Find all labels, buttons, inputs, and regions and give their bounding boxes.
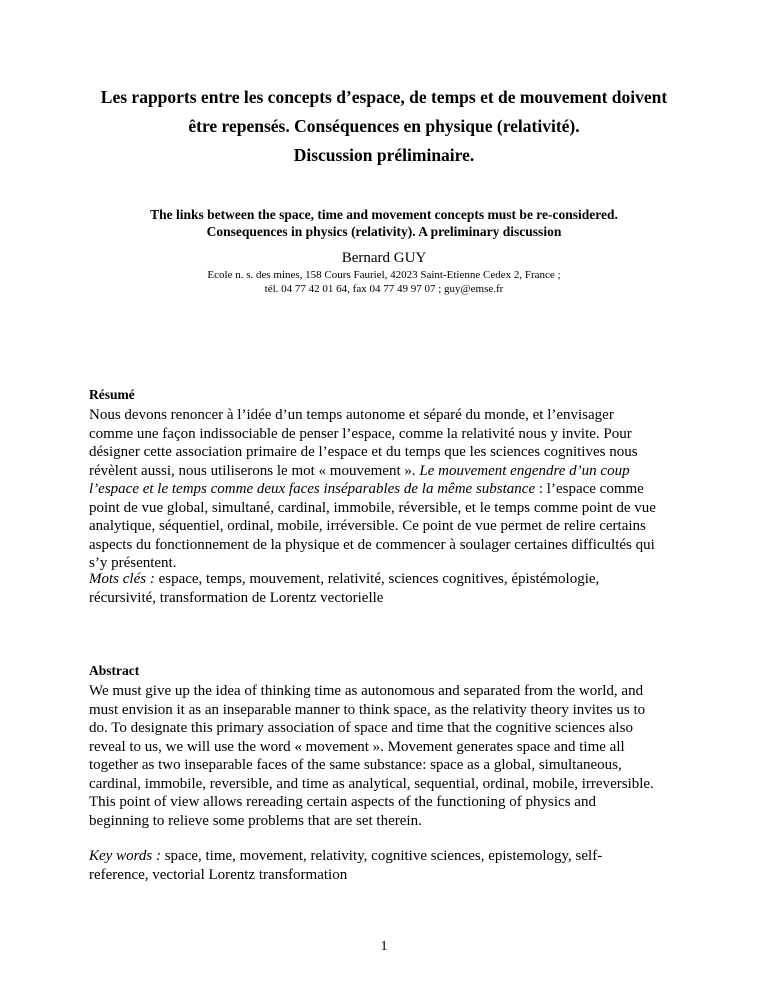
paragraph-text: space, time, movement, relativity, cognitive sciences, epistemology, self- (160, 848, 603, 864)
paragraph-italic-text: l’espace et le temps comme deux faces inséparables de la même substance (89, 481, 536, 497)
resume-heading: Résumé (89, 387, 135, 402)
french-title-line: être repensés. Conséquences en physique (relativité). (188, 116, 580, 136)
paragraph-line: point de vue global, simultané, cardinal, immobile, réversible, et le temps comme point de vue (89, 499, 656, 516)
paragraph-line: reveal to us, we will use the word « movement ». Movement generates space and time all (89, 738, 625, 755)
paragraph-line: must envision it as an inseparable manner to think space, as the relativity theory invites us to (89, 701, 646, 718)
paragraph-line: reference, vectorial Lorentz transformation (89, 866, 348, 883)
paragraph-line: cardinal, immobile, reversible, and time as analytical, sequential, ordinal, mobile, irreversible. (89, 775, 654, 792)
paragraph-line: récursivité, transformation de Lorentz vectorielle (89, 589, 384, 606)
page-number: 1 (380, 939, 388, 954)
paragraph-text: révèlent aussi, nous utiliserons le mot « mouvement ». (89, 462, 420, 479)
affiliation-line: tél. 04 77 42 01 64, fax 04 77 49 97 07 ; guy@emse.fr (264, 283, 504, 295)
key-words-label: Key words : (89, 848, 161, 864)
paragraph-text: espace, temps, mouvement, relativité, sciences cognitives, épistémologie, (154, 571, 600, 587)
paragraph-line: do. To designate this primary association of space and time that the cognitive sciences also (89, 720, 633, 736)
french-title-line: Discussion préliminaire. (293, 145, 475, 165)
paragraph-line: together as two inseparable faces of the same substance: space as a global, simultaneous, (89, 757, 622, 773)
paragraph-text: : l’espace comme (535, 481, 644, 497)
paragraph-line: s’y présentent. (89, 555, 177, 571)
abstract-paragraph (89, 682, 689, 830)
paragraph-line: analytique, séquentiel, ordinal, mobile, irréversible. Ce point de vue permet de relire certains (89, 518, 646, 534)
french-title (70, 83, 698, 170)
affiliation-line: Ecole n. s. des mines, 158 Cours Fauriel, 42023 Saint-Etienne Cedex 2, France ; (207, 269, 561, 281)
paragraph-line: Nous devons renoncer à l’idée d’un temps autonome et séparé du monde, et l’envisager (89, 407, 614, 423)
author-name: Bernard GUY (341, 250, 427, 266)
paragraph-line (89, 462, 689, 481)
paragraph-line (89, 847, 689, 866)
paragraph-line: comme une façon indissociable de penser l’espace, comme la relativité nous y invite. Pour (89, 425, 632, 442)
author-affiliation (70, 268, 698, 296)
mots-cles-label: Mots clés : (89, 571, 155, 587)
english-title-line: Consequences in physics (relativity). A preliminary discussion (206, 224, 562, 239)
paragraph-line: aspects du fonctionnement de la physique et de commencer à soulager certaines difficultés qui (89, 536, 655, 553)
paragraph-italic-text: Le mouvement engendre d’un coup (419, 462, 630, 479)
english-title (70, 206, 698, 240)
paragraph-line: désigner cette association primaire de l’espace et du temps que les sciences cognitives nous (89, 444, 638, 460)
paragraph-line (89, 570, 689, 589)
paragraph-line: beginning to relieve some problems that are set therein. (89, 812, 422, 829)
key-words-paragraph (89, 847, 689, 884)
abstract-heading: Abstract (89, 663, 140, 678)
paragraph-line: We must give up the idea of thinking time as autonomous and separated from the world, and (89, 683, 644, 699)
french-title-line: Les rapports entre les concepts d’espace, de temps et de mouvement doivent (100, 87, 668, 107)
paragraph-line (89, 480, 689, 499)
resume-paragraph (89, 406, 689, 573)
mots-cles-paragraph (89, 570, 689, 607)
english-title-line: The links between the space, time and movement concepts must be re-considered. (150, 207, 618, 222)
paragraph-line: This point of view allows rereading certain aspects of the functioning of physics and (89, 794, 596, 810)
